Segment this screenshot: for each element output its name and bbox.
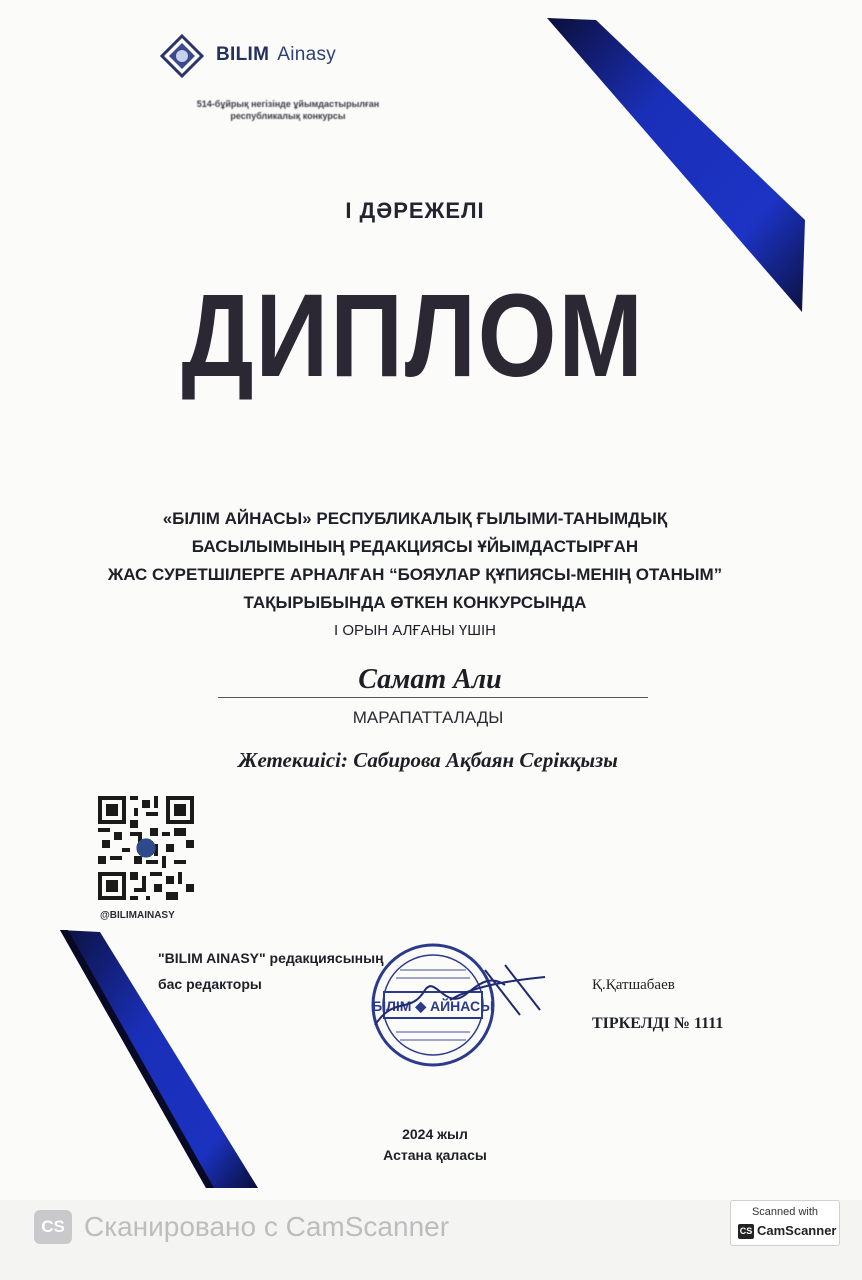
editor-title-line: "BILIM AINASY" редакциясының [158, 950, 384, 966]
stamp-text: БІЛІМ ◆ АЙНАСЫ [372, 998, 494, 1014]
camscanner-badge-icon: CS [738, 1224, 754, 1239]
handwritten-signature [355, 955, 550, 1050]
social-handle: @BILIMAINASY [100, 910, 175, 921]
award-description-line: ЖАС СУРЕТШІЛЕРГЕ АРНАЛҒАН “БОЯУЛАР ҚҰПИЯСЫ-МЕНІҢ ОТАНЫМ” [107, 565, 723, 584]
degree-label: І ДӘРЕЖЕЛІ [345, 198, 485, 223]
registration-number: ТІРКЕЛДІ № 1111 [592, 1015, 724, 1032]
logo-subtitle-line: 514-бұйрық негізінде ұйымдастырылған [196, 99, 380, 109]
diploma-title: ДИПЛОМ [181, 270, 645, 402]
bilim-ainasy-logo-icon [160, 34, 204, 78]
logo-word-ainasy: Ainasy [277, 44, 337, 65]
scanned-with-label: Scanned with [751, 1206, 819, 1218]
issue-city: Астана қаласы [383, 1147, 487, 1163]
logo-wordmark [216, 44, 336, 66]
awarded-label: МАРАПАТТАЛАДЫ [352, 708, 504, 727]
camscanner-badge-label: CamScanner [757, 1223, 837, 1238]
scanned-with-badge[interactable] [730, 1200, 840, 1246]
camscanner-icon: CS [34, 1210, 72, 1244]
award-description [90, 505, 740, 645]
award-description-line: «БІЛІМ АЙНАСЫ» РЕСПУБЛИКАЛЫҚ ҒЫЛЫМИ-ТАНЫМДЫҚ [162, 509, 668, 528]
logo-word-bilim: BILIM [216, 44, 270, 65]
supervisor-name: Жетекшісі: Сабирова Ақбаян Серікқызы [238, 748, 618, 772]
award-description-line: І ОРЫН АЛҒАНЫ ҮШІН [334, 622, 496, 639]
editor-surname: Қ.Қатшабаев [592, 977, 675, 993]
qr-code[interactable] [98, 796, 194, 900]
issue-year: 2024 жыл [402, 1126, 468, 1142]
award-description-line: БАСЫЛЫМЫНЫҢ РЕДАКЦИЯСЫ ҰЙЫМДАСТЫРҒАН [191, 537, 639, 556]
logo-subtitle-line: республикалық конкурсы [230, 111, 346, 121]
award-description-line: ТАҚЫРЫБЫНДА ӨТКЕН КОНКУРСЫНДА [243, 593, 587, 612]
logo-subtitle [158, 98, 418, 122]
telegram-icon [136, 838, 155, 857]
recipient-underline [218, 697, 648, 698]
editor-title-line: бас редакторы [158, 976, 262, 992]
recipient-name: Самат Али [358, 664, 502, 695]
camscanner-watermark-text: Сканировано с CamScanner [84, 1211, 450, 1242]
